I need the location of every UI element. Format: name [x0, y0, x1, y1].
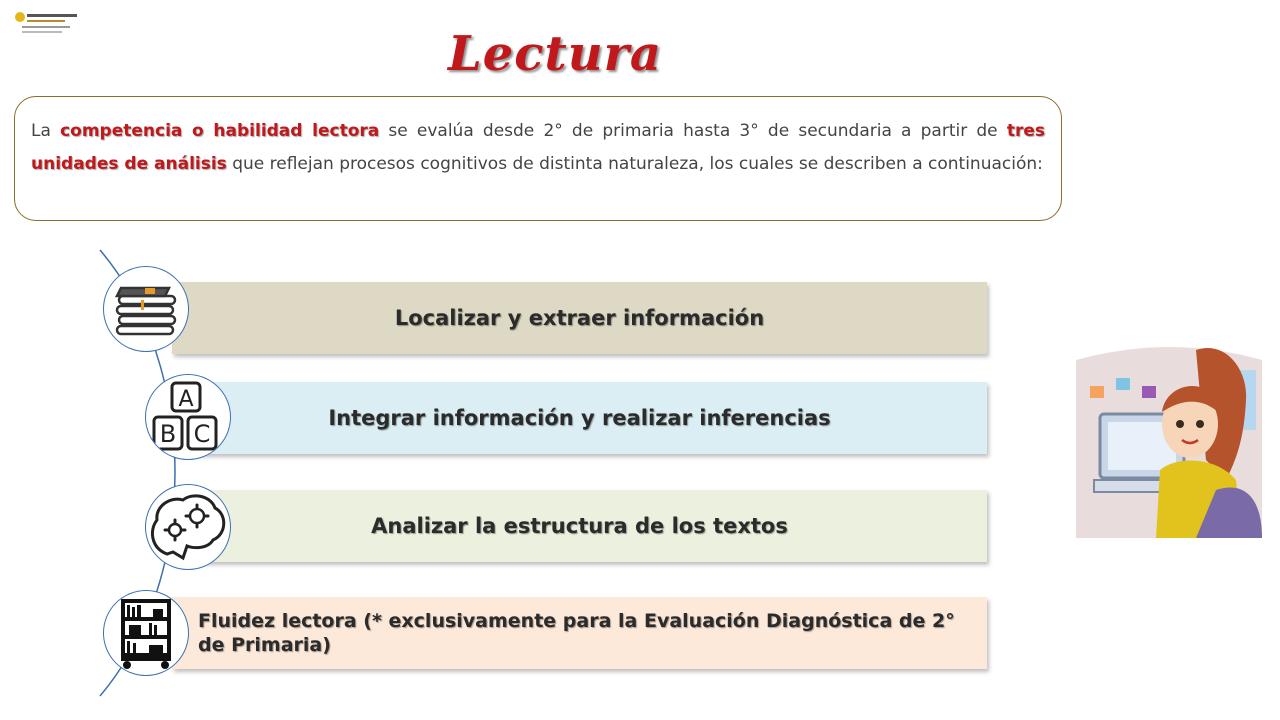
circle-books [103, 266, 189, 352]
svg-text:C: C [193, 420, 211, 448]
svg-text:B: B [159, 420, 177, 448]
intro-highlight-unidades: tres unidades de análisis [31, 121, 1045, 174]
unit-analizar [172, 490, 987, 562]
brain-gears-icon [147, 490, 229, 564]
svg-text:A: A [178, 387, 194, 412]
circle-brain [145, 484, 231, 570]
unit-label-fluidez: Fluidez lectora (* exclusivamente para la Evaluación Diagnóstica de 2° de Primaria) [198, 610, 955, 656]
girl-at-computer-icon [1076, 340, 1262, 538]
unit-label-integrar: Integrar información y realizar inferencias [328, 406, 831, 430]
unit-label-analizar: Analizar la estructura de los textos [371, 514, 788, 538]
unit-localizar [172, 282, 987, 354]
intro-box [14, 96, 1062, 221]
circle-abc [145, 374, 231, 460]
unit-fluidez [172, 597, 987, 669]
intro-text-2: se evalúa desde 2° de primaria hasta 3° de secundaria a partir de [379, 121, 1007, 141]
bookshelf-icon [113, 595, 179, 671]
books-icon [111, 276, 181, 342]
unit-integrar [172, 382, 987, 454]
institution-logo-icon [14, 10, 82, 36]
intro-paragraph [31, 115, 1045, 180]
circle-bookshelf [103, 590, 189, 676]
unit-label-localizar: Localizar y extraer información [394, 306, 765, 330]
page-title: Lectura [448, 26, 662, 82]
intro-text-1: La [31, 121, 61, 141]
abc-blocks-icon [148, 377, 228, 457]
intro-highlight-competencia: competencia o habilidad lectora [60, 121, 380, 141]
intro-text-3: que reflejan procesos cognitivos de distinta naturaleza, los cuales se describen a continuación: [226, 153, 1043, 174]
